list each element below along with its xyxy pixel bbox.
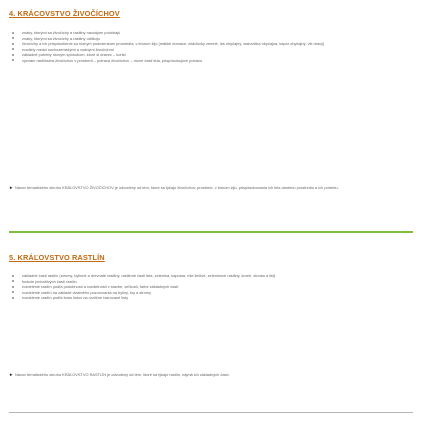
list-item: živočíchy a ich prispôsobenie sa rôznym podmienkam prostredia, v ktorom žijú (mäkké domáce, dážďovky zemné, les obyčajný, lastovička obyčajná, kapor obyčajný, vlk dravý): [9, 41, 413, 47]
section-5-title: 5. KRÁĽOVSTVO RASTLÍN: [9, 253, 105, 262]
list-item: znaky, ktorými sa živočíchy a rastliny navzájom podobajú: [9, 30, 413, 36]
arrow-right-icon: ►: [9, 372, 14, 377]
section-divider: [9, 231, 413, 233]
section-5-list: [9, 273, 413, 301]
list-item: základné potreby rôznym spôsobom, ktoré si dravec – korisť: [9, 52, 413, 58]
section-4-note: ► Názov tematického okruhu KRÁĽOVSTVO ŽIVOČÍCHOV je odvodený od tém, ktoré sa týkajú živočíchov, prostredí, v ktorom žijú, prispôsobovania ich tela danému prostrediu a ich potrebu.: [9, 185, 339, 190]
list-item: základné časti rastlín (stromy, bylinné a drevnaté rastliny, rastlinné časti tela, zelenina, kapusta, ríše liečivé, zeleninové rastliny, koreň, stonka a list): [9, 273, 413, 279]
bottom-divider: [9, 412, 413, 413]
arrow-right-icon: ►: [9, 185, 14, 190]
section-4-title: 4. KRÁCOVSTVO ŽIVOČÍCHOV: [9, 9, 120, 18]
list-item: rozdelenie rastlín podľa podobnosti a rozdielnosti v stavbe, veľkosti, farbe základných častí: [9, 284, 413, 290]
list-item: rozdiely medzi suchozemskými a vodnými živočíchmi: [9, 47, 413, 53]
list-item: rozdelenie rastlín podľa tvaru listov na rozlične tvarované listy: [9, 295, 413, 301]
section-4-list: [9, 30, 413, 63]
list-item: funkcie jednotlivých častí rastlín: [9, 279, 413, 285]
section-5-note: ► Názov tematického okruhu KRÁĽOVSTVO RASTLÍN je odvodený od tém, ktoré sa týkajú rastlín, najmä ich základných častí.: [9, 372, 230, 377]
list-item: význam rastlinstva živočíchov v prostredí – potrava živočíchov – rôzne časti tela, prispôsobujúce potravu: [9, 58, 413, 64]
list-item: znaky, ktorými sa živočíchy a rastliny odlišujú: [9, 36, 413, 42]
list-item: rozdelenie rastlín na základe vlastného pozorovania na byliny, kry a stromy: [9, 290, 413, 296]
